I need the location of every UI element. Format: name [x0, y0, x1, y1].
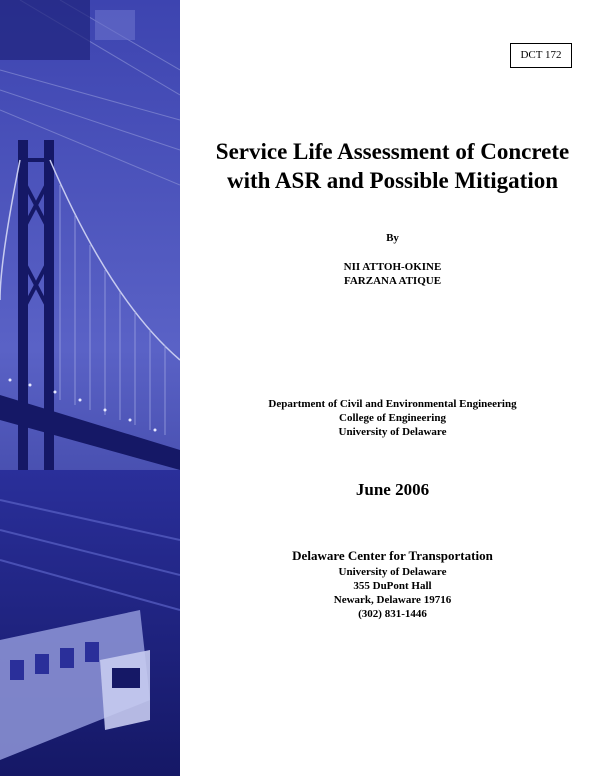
author-2: FARZANA ATIQUE: [343, 275, 442, 287]
author-1: NII ATTOH-OKINE: [343, 261, 442, 273]
address-line-1: University of Delaware: [338, 566, 447, 578]
report-title: [190, 137, 595, 195]
phone-number: (302) 831-1446: [358, 608, 427, 620]
address-line-2: 355 DuPont Hall: [353, 580, 432, 592]
report-number: DCT 172: [520, 49, 562, 61]
publisher-address: [190, 565, 595, 621]
address-line-3: Newark, Delaware 19716: [333, 594, 452, 606]
university: University of Delaware: [338, 426, 447, 438]
college: College of Engineering: [339, 412, 446, 424]
title-line-2: with ASR and Possible Mitigation: [227, 168, 558, 193]
department: Department of Civil and Environmental Engineering: [268, 398, 517, 410]
affiliation-block: [190, 397, 595, 439]
author-list: [190, 260, 595, 288]
cover-photo-collage: [0, 0, 180, 776]
by-label: By: [386, 232, 399, 244]
report-number-box: [510, 43, 572, 68]
title-line-1: Service Life Assessment of Concrete: [215, 139, 570, 164]
publication-date: June 2006: [355, 480, 430, 499]
publisher-name: Delaware Center for Transportation: [292, 548, 493, 563]
bridge-rail-photo: [0, 0, 180, 776]
